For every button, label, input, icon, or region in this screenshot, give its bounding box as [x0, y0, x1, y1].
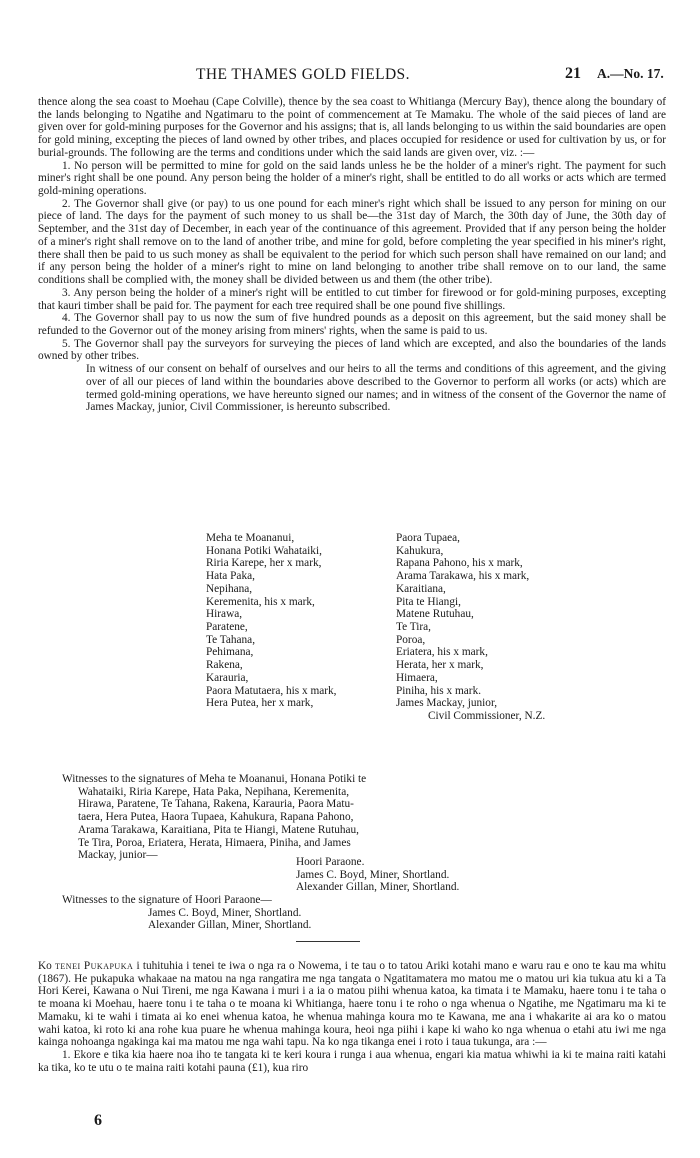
signatory: Riria Karepe, her x mark, [206, 557, 322, 570]
signatory: Arama Tarakawa, his x mark, [396, 570, 530, 583]
maori-paragraph-text: i tuhituhia i tenei te iwa o nga ra o Nowema, i te tau o to tatou Ariki kotahi mano e waru rau e ono te kau ma whitu (1867). He pukapuka whakaae na matou na nga rangatira me nga tangata o Ngatitamatera mo matou me o matou uri kia tukua atu ki a Ta Hori Kerei, Kawana o Nui Tireni, me nga Kawana i muri i a ia o matou piihi whenua katoa, ka timata i te Mamaku, haere tonu i te taha o te moana ki Moehau, haere tonu i te taha o te moana ki Whitianga, haere tonu i te roho o nga whenua o Ngatihe, me Ngatimaru ma ki te Mamaku, ki te wahi i timata ai ko enei whenua katoa, he whenua mahinga koura mo te Kawana, me ana i whakarite ai ara ko o matou wahi katoa, ki roto ki ana rohe kua puare he whenua mahinga koura, heoi nga piihi i kape ki waho ko nga whenua o etahi atu iwi me nga kainga nohoanga ngakinga kai ma matou me nga wahi tapu. Na ko nga tikanga enei i roto i taua tukunga, ara :— [38, 960, 666, 1049]
signatories-right-column [396, 532, 545, 723]
clause-3: 3. Any person being the holder of a miner's right will be entitled to cut timber for firewood or for gold-mining purposes, excepting that kauri timber shall be paid for. The payment for each tree required shall be one pound five shillings. [38, 286, 666, 312]
witness-line: taera, Hera Putea, Haora Tupaea, Kahukura, Rapana Pahono, [78, 811, 354, 824]
witness-line: James C. Boyd, Miner, Shortland. [148, 906, 302, 919]
signatory: Kahukura, [396, 544, 444, 557]
witnesses-first-block [62, 773, 384, 862]
intro-paragraph: thence along the sea coast to Moehau (Cape Colville), thence by the sea coast to Whitianga (Mercury Bay), thence along the boundary of the lands belonging to Ngatihe and Ngatimaru to the point of commencement at Te Mamaku. The whole of the said pieces of land are given over for gold-mining purposes for the Governor and his assigns; that is, all lands belonging to us within the said boundaries are open for gold mining, excepting the pieces of land owned by other tribes, and places occupied for residence or used for cultivation by us, or for burial-grounds. The following are the terms and conditions under which the said lands are given over, viz. :— [38, 96, 666, 159]
signatory: Hera Putea, her x mark, [206, 697, 314, 710]
signatory: Hirawa, [206, 608, 243, 621]
signatories-left-column [206, 532, 337, 710]
witnesses-second-block [62, 894, 311, 932]
signatory: Keremenita, his x mark, [206, 595, 315, 608]
signatory: Te Tahana, [206, 633, 256, 646]
signatory: Herata, her x mark, [396, 659, 484, 672]
witness-line: Hirawa, Paratene, Te Tahana, Rakena, Karauria, Paora Matu- [78, 798, 354, 811]
clause-1: 1. No person will be permitted to mine for gold on the said lands unless he be the holder of a miner's right. The payment for such miner's right shall be one pound. Any person being the holder of a miner's right, shall be entitled to do all works or acts which are termed gold-mining operations. [38, 159, 666, 198]
signatory: Te Tira, [396, 621, 431, 634]
agreement-text [38, 96, 666, 414]
signatory: Karaitiana, [396, 582, 446, 595]
signatory: Rapana Pahono, his x mark, [396, 557, 523, 570]
document-reference: A.—No. 17. [597, 66, 664, 81]
signatory: Meha te Moananui, [206, 532, 295, 544]
signatory: Pita te Hiangi, [396, 595, 461, 608]
signatory: James Mackay, junior, [396, 697, 498, 710]
section-divider [296, 941, 360, 942]
signatory: Poroa, [396, 633, 426, 646]
witness-line: Wahataiki, Riria Karepe, Hata Paka, Nepihana, Keremenita, [78, 785, 350, 798]
maori-clause-1: 1. Ekore e tika kia haere noa iho te tangata ki te keri koura i runga i aua whenua, engari kia matua whiwhi ia ki te maina raiti katahi ka tika, ko te utu o te maina raiti kotahi pauna (£1), kua riro [38, 1049, 666, 1074]
page-header [0, 0, 700, 83]
clause-4: 4. The Governor shall pay to us now the sum of five hundred pounds as a deposit on this agreement, but the said money shall be refunded to the Governor out of the money arising from miners' rights, when the same is paid to us. [38, 312, 666, 337]
witness-line: Alexander Gillan, Miner, Shortland. [148, 919, 312, 932]
witness-line: Arama Tarakawa, Karaitiana, Pita te Hiangi, Matene Rutuhau, [78, 823, 360, 836]
signatory: Honana Potiki Wahataiki, [206, 544, 322, 557]
clause-2: 2. The Governor shall give (or pay) to us one pound for each miner's right which shall be issued to any person for mining on our piece of land. The days for the payment of such money to us shall be—the 31st day of March, the 30th day of June, the 30th day of September, and the 31st day of December, in each year of the continuance of this agreement. Provided that if any person being the holder of a miner's right shall remove on to the land of another tribe, and mine for gold, before completing the year specified in his miner's right, there shall then be paid to us such money as shall be equivalent to the period for which such person shall have remained on our land; and if any person being the holder of a miner's right to mine on land belonging to another tribe shall remove on to our land, the same conditions shall be complied with, the money shall be divided between us and them (the other tribe). [38, 197, 666, 287]
witness-clause: In witness of our consent on behalf of ourselves and our heirs to all the terms and conditions of this agreement, and the giving over of all our pieces of land within the boundaries above described to the Governor to perform all works (or acts) which are termed gold-mining operations, we have hereunto signed our names; and in witness of the consent of the Governor the name of James Mackay, junior, Civil Commissioner, is hereunto subscribed. [86, 363, 666, 414]
signatory: Piniha, his x mark. [396, 684, 482, 697]
signatory: Karauria, [206, 671, 249, 684]
signatory: Paora Tupaea, [396, 532, 461, 544]
signatory: Rakena, [206, 659, 243, 672]
signatory: Himaera, [396, 671, 438, 684]
maori-paragraph-1 [38, 960, 666, 1049]
running-title: THE THAMES GOLD FIELDS. [196, 66, 410, 83]
maori-lead-caps: Pukapuka [83, 960, 134, 972]
hoori-signature-block [296, 856, 459, 894]
hoori-line: Hoori Paraone. [296, 856, 365, 868]
clause-5: 5. The Governor shall pay the surveyors for surveying the pieces of land which are excepted, and also the boundaries of the lands owned by other tribes. [38, 337, 666, 363]
hoori-line: Alexander Gillan, Miner, Shortland. [296, 881, 460, 894]
maori-lead-caps: tenei [55, 960, 81, 972]
signatory: Matene Rutuhau, [396, 608, 474, 621]
signatory: Paora Matutaera, his x mark, [206, 684, 337, 697]
witnesses-first-intro: Witnesses to the signatures of Meha te Moananui, Honana Potiki te [62, 773, 367, 785]
signatory: Nepihana, [206, 582, 253, 595]
signatory: Paratene, [206, 621, 248, 634]
signature-mark: 6 [94, 1112, 102, 1129]
page-number: 21 [565, 65, 581, 82]
commissioner-title: Civil Commissioner, N.Z. [428, 710, 546, 723]
maori-text [38, 960, 666, 1074]
signatory: Hata Paka, [206, 570, 255, 583]
signatory: Eriatera, his x mark, [396, 646, 488, 659]
witness-line: Te Tira, Poroa, Eriatera, Herata, Himaera, Piniha, and James [78, 836, 351, 849]
hoori-line: James C. Boyd, Miner, Shortland. [296, 868, 450, 881]
witness-line: Mackay, junior— [78, 849, 158, 862]
maori-lead-word: Ko [38, 960, 52, 972]
witnesses-second-intro: Witnesses to the signature of Hoori Paraone— [62, 894, 272, 906]
signatory: Pehimana, [206, 646, 254, 659]
